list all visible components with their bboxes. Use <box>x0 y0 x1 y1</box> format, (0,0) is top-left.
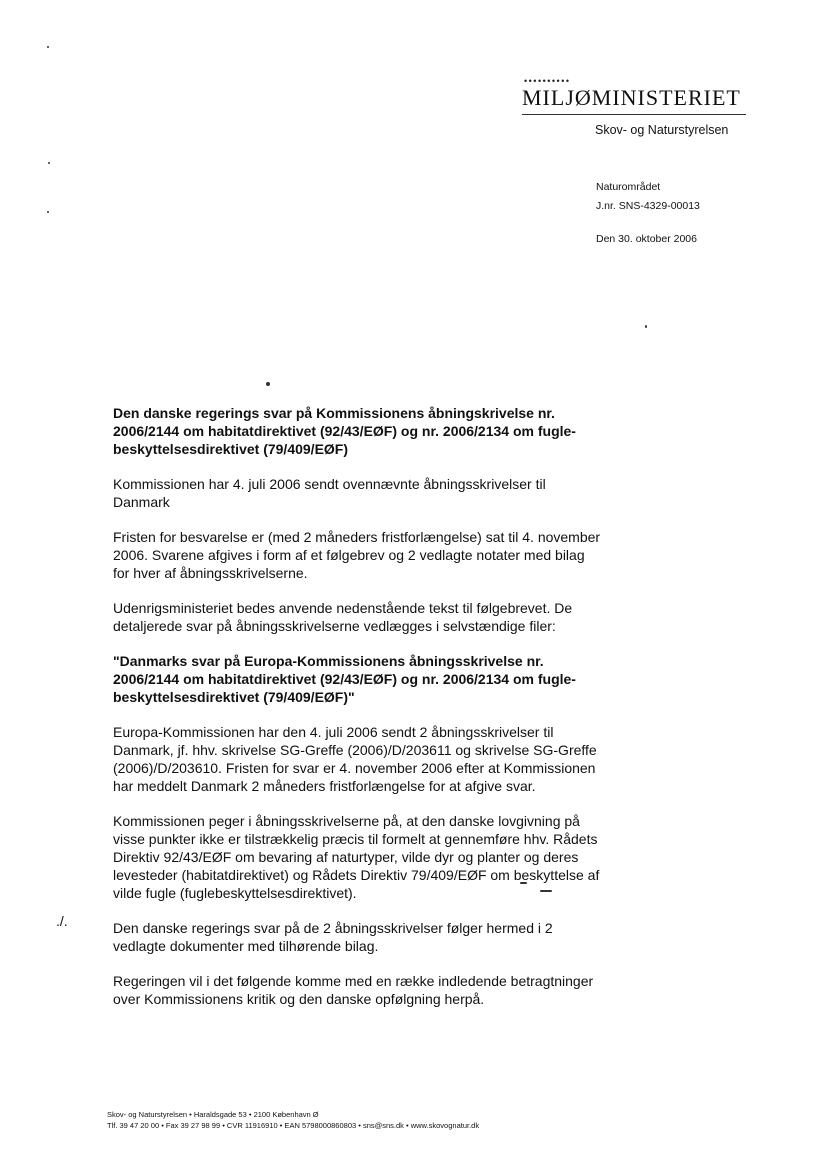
paragraph: Fristen for besvarelse er (med 2 måneders fristforlængelse) sat til 4. november 2006. Svarene afgives i form af et følgebrev og 2 vedlagte notater med bilag for hver af åbningsskrivelserne. <box>113 529 601 581</box>
reference-block <box>596 178 700 216</box>
paragraph: Udenrigsministeriet bedes anvende nedenstående tekst til følgebrevet. De detaljerede svar på åbningsskrivelserne vedlægges i selvstændige filer: <box>113 600 573 634</box>
letter-body <box>113 404 603 1025</box>
quoted-title: "Danmarks svar på Europa-Kommissionens åbningsskrivelse nr. 2006/2144 om habitatdirektivet (92/43/EØF) og nr. 2006/2134 om fugle-beskyttelsesdirektivet (79/409/EØF)" <box>113 653 576 705</box>
logo-underline <box>522 114 746 115</box>
journal-number: J.nr. SNS-4329-00013 <box>596 200 700 212</box>
paragraph: Europa-Kommissionen har den 4. juli 2006 sendt 2 åbningsskrivelser til Danmark, jf. hhv. skrivelse SG-Greffe (2006)/D/203611 og skrivelse SG-Greffe (2006)/D/203610. Fristen for svar er 4. november 2006 efter at Kommissionen har meddelt Danmark 2 måneders fristforlængelse for at afgive svar. <box>113 724 597 794</box>
enclosure-marker: ./. <box>56 913 68 929</box>
scan-speck <box>266 382 270 386</box>
paragraph: Kommissionen peger i åbningsskrivelserne på, at den danske lovgivning på visse punkter ikke er tilstrækkelig præcis til formelt at gennemføre hhv. Rådets Direktiv 92/43/EØF om bevaring af naturtyper, vilde dyr og planter og deres levesteder (habitatdirektivet) og Rådets Direktiv 79/409/EØF om beskyttelse af vilde fugle (fuglebeskyttelsesdirektivet). <box>113 813 600 901</box>
agency-name: Skov- og Naturstyrelsen <box>595 123 729 137</box>
footer <box>107 1109 479 1131</box>
paragraph: Regeringen vil i det følgende komme med en række indledende betragtninger over Kommissionens kritik og den danske opfølgning herpå. <box>113 973 594 1007</box>
scan-speck <box>47 211 49 213</box>
footer-contact: Tlf. 39 47 20 00 • Fax 39 27 98 99 • CVR 11916910 • EAN 5798000860803 • sns@sns.dk • www.skovognatur.dk <box>107 1121 480 1130</box>
letter-title: Den danske regerings svar på Kommissionens åbningskrivelse nr. 2006/2144 om habitatdirektivet (92/43/EØF) og nr. 2006/2134 om fugle-beskyttelsesdirektivet (79/409/EØF) <box>113 405 576 457</box>
letter-date: Den 30. oktober 2006 <box>596 233 697 245</box>
scan-speck <box>47 46 49 48</box>
logo-dots: •••••••••• <box>524 76 571 86</box>
scan-speck <box>645 325 647 328</box>
ministry-logo: MILJØMINISTERIET <box>522 85 741 110</box>
footer-address: Skov- og Naturstyrelsen • Haraldsgade 53 • 2100 København Ø <box>107 1110 319 1119</box>
area-label: Naturområdet <box>596 181 661 193</box>
scan-speck <box>48 162 50 164</box>
paragraph: Den danske regerings svar på de 2 åbningsskrivelser følger hermed i 2 vedlagte dokumenter med tilhørende bilag. <box>113 920 553 954</box>
paragraph: Kommissionen har 4. juli 2006 sendt ovennævnte åbningsskrivelser til Danmark <box>113 476 546 510</box>
